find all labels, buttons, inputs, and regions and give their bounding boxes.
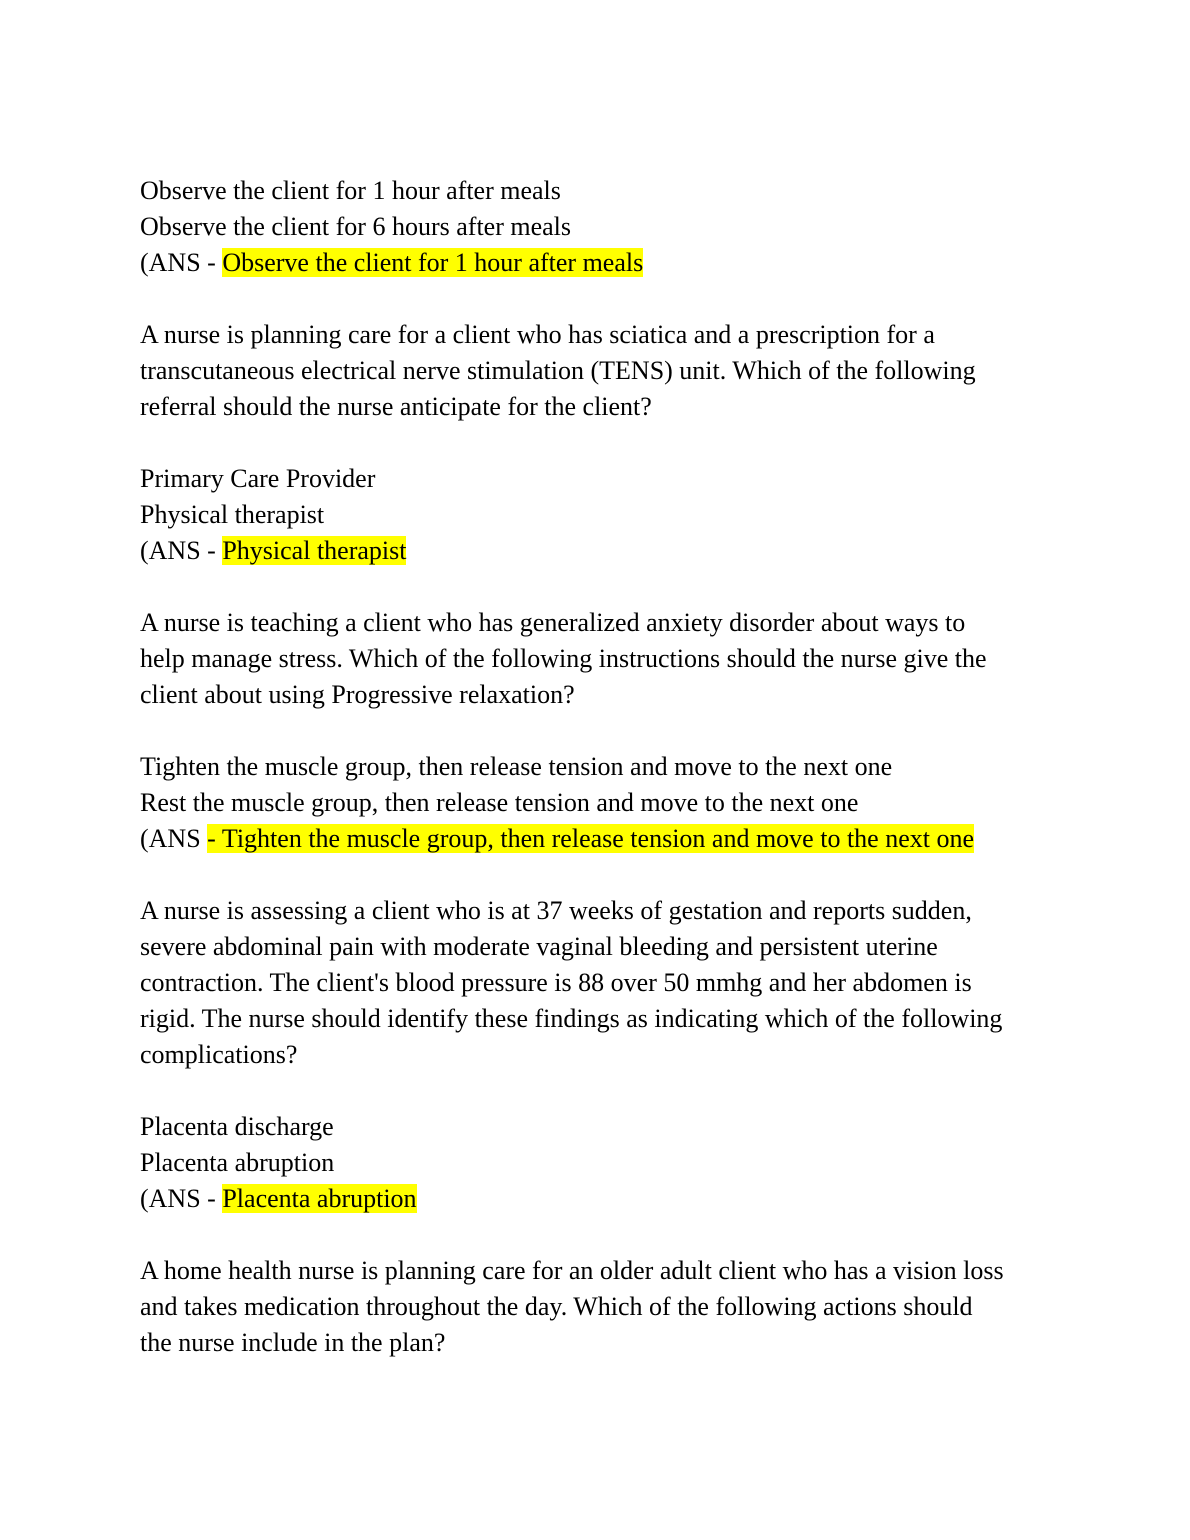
question-line: contraction. The client's blood pressure is 88 over 50 mmhg and her abdomen is <box>140 968 972 997</box>
question-line: client about using Progressive relaxation? <box>140 680 575 709</box>
question-line: severe abdominal pain with moderate vaginal bleeding and persistent uterine <box>140 932 938 961</box>
question-line: rigid. The nurse should identify these findings as indicating which of the following <box>140 1004 1003 1033</box>
answer-highlight: Physical therapist <box>222 536 407 565</box>
question-line: A nurse is assessing a client who is at 37 weeks of gestation and reports sudden, <box>140 896 972 925</box>
answer-line <box>140 1181 1060 1217</box>
answer-prefix: (ANS - <box>140 248 223 277</box>
question-line: complications? <box>140 1040 298 1069</box>
answer-highlight: - Tighten the muscle group, then release tension and move to the next one <box>207 824 975 853</box>
answer-line <box>140 245 1060 281</box>
document-page <box>140 173 1060 1361</box>
option-line: Placenta abruption <box>140 1148 335 1177</box>
option-line: Observe the client for 1 hour after meals <box>140 176 561 205</box>
answer-line <box>140 533 1060 569</box>
option-line: Tighten the muscle group, then release tension and move to the next one <box>140 752 893 781</box>
question-line: referral should the nurse anticipate for the client? <box>140 392 652 421</box>
option-line: Observe the client for 6 hours after meals <box>140 212 572 241</box>
option-line: Rest the muscle group, then release tension and move to the next one <box>140 788 859 817</box>
answer-line <box>140 821 1060 857</box>
answer-highlight: Placenta abruption <box>222 1184 417 1213</box>
answer-prefix: (ANS - <box>140 536 223 565</box>
question-line: A home health nurse is planning care for an older adult client who has a vision loss <box>140 1256 1004 1285</box>
answer-prefix: (ANS <box>140 824 208 853</box>
answer-highlight: Observe the client for 1 hour after meals <box>222 248 644 277</box>
question-line: and takes medication throughout the day. Which of the following actions should <box>140 1292 973 1321</box>
question-line: A nurse is planning care for a client who has sciatica and a prescription for a <box>140 320 935 349</box>
question-line: A nurse is teaching a client who has generalized anxiety disorder about ways to <box>140 608 966 637</box>
option-line: Placenta discharge <box>140 1112 334 1141</box>
question-line: transcutaneous electrical nerve stimulation (TENS) unit. Which of the following <box>140 356 976 385</box>
answer-prefix: (ANS - <box>140 1184 223 1213</box>
option-line: Primary Care Provider <box>140 464 376 493</box>
question-line: the nurse include in the plan? <box>140 1328 446 1357</box>
option-line: Physical therapist <box>140 500 325 529</box>
question-line: help manage stress. Which of the following instructions should the nurse give the <box>140 644 987 673</box>
